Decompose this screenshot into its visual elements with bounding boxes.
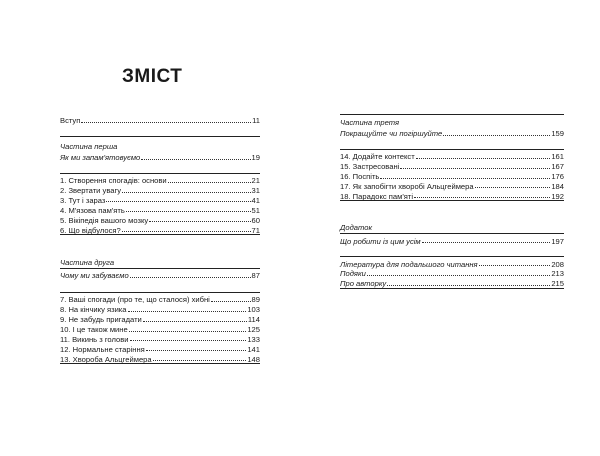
dot-leader [168,182,251,183]
dot-leader [141,159,250,160]
toc-entry-chapter-7[interactable] [60,292,260,304]
toc-entry-page: 148 [247,354,260,364]
toc-entry-chapter-11[interactable] [60,334,260,344]
toc-entry-chapter-15[interactable] [340,161,564,171]
toc-part-title-1[interactable] [60,152,260,162]
dot-leader [211,301,251,302]
toc-entry-title: Як ми запам'ятовуємо [60,153,141,163]
toc-entry-page: 87 [251,271,260,281]
toc-entry-page: 133 [247,334,260,344]
toc-entry-title: 16. Поспіть [340,171,380,181]
dot-leader [475,187,551,188]
toc-entry-page: 159 [551,129,564,139]
toc-appendix-title[interactable] [340,233,564,245]
toc-entry-chapter-14[interactable] [340,149,564,161]
toc-entry-title: Про авторку [340,279,387,289]
toc-entry-chapter-16[interactable] [340,171,564,181]
toc-entry-chapter-4[interactable] [60,204,260,214]
toc-entry-chapter-9[interactable] [60,314,260,324]
toc-entry-page: 71 [251,225,260,235]
toc-right-column [340,114,564,289]
part-label-1: Частина перша [60,136,260,152]
toc-entry-further-reading[interactable] [340,256,564,268]
dot-leader [153,360,247,361]
dot-leader [130,340,247,341]
toc-entry-page: 19 [251,153,260,163]
dot-leader [400,168,550,169]
dot-leader [149,221,250,222]
toc-entry-chapter-2[interactable] [60,185,260,195]
toc-entry-intro[interactable] [60,115,260,125]
toc-entry-title: 11. Викинь з голови [60,334,129,344]
toc-entry-page: 208 [551,259,564,269]
toc-entry-page: 103 [247,305,260,315]
toc-entry-chapter-8[interactable] [60,304,260,314]
toc-entry-title: 5. Вікіпедія вашого мозку [60,215,149,225]
toc-part-title-3[interactable] [340,128,564,138]
dot-leader [143,321,247,322]
toc-entry-title: 13. Хвороба Альцгеймера [60,354,152,364]
dot-leader [443,135,550,136]
part-label-2: Частина друга [60,258,115,268]
toc-entry-page: 176 [551,171,564,181]
dot-leader [387,285,550,286]
dot-leader [422,242,551,243]
toc-entry-page: 21 [251,176,260,186]
toc-entry-page: 184 [551,181,564,191]
dot-leader [126,211,251,212]
toc-entry-page: 192 [551,191,564,201]
toc-entry-title: 1. Створення спогадів: основи [60,176,167,186]
toc-entry-title: 3. Тут і зараз [60,195,106,205]
toc-entry-page: 31 [251,185,260,195]
toc-entry-title: 10. І це також мине [60,324,128,334]
toc-entry-title: 14. Додайте контекст [340,152,415,162]
toc-left-column [60,114,260,364]
toc-entry-page: 197 [551,236,564,246]
toc-entry-title: Чому ми забуваємо [60,271,129,281]
toc-entry-chapter-3[interactable] [60,195,260,205]
toc-entry-chapter-18[interactable] [340,190,564,201]
toc-entry-title: 18. Парадокс пам'яті [340,191,414,201]
dot-leader [479,265,551,266]
toc-part-title-2[interactable] [60,268,260,280]
dot-leader [128,311,247,312]
toc-entry-acknowledgements[interactable] [340,268,564,278]
toc-entry-title: 6. Що відбулося? [60,225,121,235]
toc-entry-chapter-13[interactable] [60,353,260,364]
toc-entry-page: 114 [247,315,260,325]
toc-entry-page: 161 [551,152,564,162]
toc-entry-page: 51 [251,205,260,215]
toc-entry-page: 213 [551,269,564,279]
toc-entry-chapter-1[interactable] [60,173,260,185]
toc-entry-title: 15. Застресовані [340,162,400,172]
toc-entry-title: Вступ [60,116,81,126]
toc-entry-title: 4. М'язова пам'ять [60,205,125,215]
toc-entry-chapter-12[interactable] [60,343,260,353]
toc-entry-title: 9. Не забудь пригадати [60,315,142,325]
toc-entry-title: Література для подальшого читання [340,259,478,269]
dot-leader [122,231,251,232]
page-title: ЗМІСТ [122,66,183,87]
appendix-label: Додаток [340,223,373,233]
dot-leader [380,178,550,179]
toc-entry-chapter-17[interactable] [340,181,564,191]
toc-entry-title: 12. Нормальне старіння [60,344,145,354]
toc-entry-page: 141 [247,344,260,354]
toc-entry-page: 167 [551,162,564,172]
toc-entry-page: 89 [251,295,260,305]
toc-entry-title: Подяки [340,269,366,279]
toc-entry-page: 215 [551,279,564,289]
dot-leader [146,350,247,351]
dot-leader [416,158,551,159]
toc-entry-chapter-5[interactable] [60,214,260,224]
toc-entry-title: Що робити із цим усім [340,236,421,246]
toc-entry-chapter-10[interactable] [60,324,260,334]
dot-leader [81,122,251,123]
toc-entry-title: 7. Ваші спогади (про те, що сталося) хибні [60,295,210,305]
dot-leader [122,192,250,193]
dot-leader [130,277,251,278]
dot-leader [106,201,250,202]
toc-entry-title: 17. Як запобігти хворобі Альцгеймера [340,181,474,191]
dot-leader [129,331,247,332]
toc-entry-chapter-6[interactable] [60,224,260,235]
toc-entry-title: 2. Звертати увагу [60,185,122,195]
toc-entry-page: 60 [251,215,260,225]
dot-leader [414,197,550,198]
toc-entry-about-author[interactable] [340,278,564,289]
toc-entry-page: 11 [252,116,260,126]
toc-entry-title: Покращуйте чи погіршуйте [340,129,443,139]
toc-entry-page: 125 [247,324,260,334]
dot-leader [367,275,551,276]
toc-entry-page: 41 [251,195,260,205]
toc-entry-title: 8. На кінчику язика [60,305,127,315]
part-label-3: Частина третя [340,114,564,128]
